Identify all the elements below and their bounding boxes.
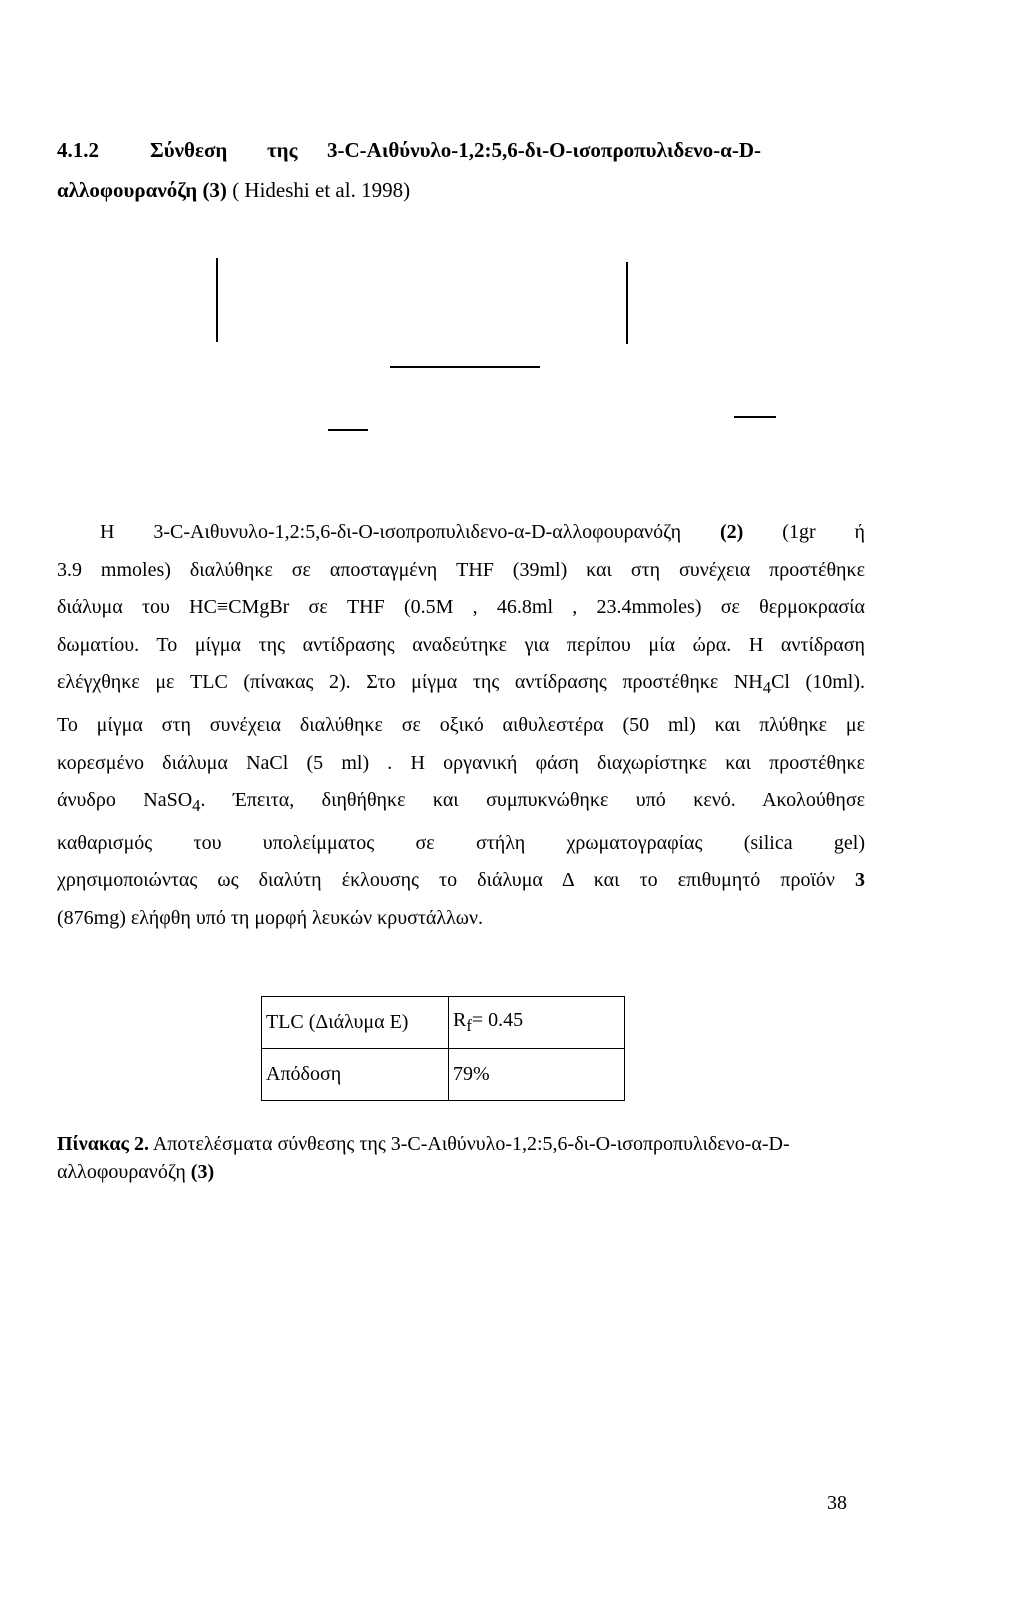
heading-citation: ( Hideshi et al. 1998) <box>226 178 411 202</box>
scheme-line-arrow <box>390 366 540 368</box>
procedure-paragraph <box>57 514 865 938</box>
paragraph-line: (876mg) ελήφθη υπό τη μορφή λευκών κρυστάλλων. <box>57 906 484 929</box>
paragraph-line: καθαρισμός του υπολείμματος σε στήλη χρωματογραφίας (silica gel) <box>57 831 865 854</box>
paragraph-line: διάλυμα του HC≡CMgBr σε THF (0.5M , 46.8ml , 23.4mmoles) σε θερμοκρασία <box>57 596 865 619</box>
table-cell-label: TLC (Διάλυμα Ε) <box>262 997 449 1049</box>
section-heading <box>57 130 857 210</box>
paragraph-line: δωματίου. Το μίγμα της αντίδρασης αναδεύτηκε για περίπου μία ώρα. Η αντίδραση <box>57 633 865 656</box>
caption-text-cont: αλλοφουρανόζη <box>57 1161 191 1183</box>
paragraph-line: κορεσμένο διάλυμα NaCl (5 ml) . Η οργανική φάση διαχωρίστηκε και προστέθηκε <box>57 751 865 774</box>
paragraph-line: 3.9 mmoles) διαλύθηκε σε αποσταγμένη THF (39ml) και στη συνέχεια προστέθηκε <box>57 558 865 581</box>
scheme-line-left-bond <box>328 429 368 431</box>
caption-label: Πίνακας 2. <box>57 1133 149 1155</box>
table-caption <box>57 1130 865 1186</box>
section-number: 4.1.2 <box>57 138 99 162</box>
table-cell-value: 79% <box>449 1049 625 1101</box>
caption-ref: (3) <box>190 1161 215 1183</box>
paragraph-line: χρησιμοποιώντας ως διαλύτη έκλουσης το διάλυμα Δ και το επιθυμητό προϊόν 3 <box>57 869 865 892</box>
paragraph-line: Η 3-C-Αιθυνυλο-1,2:5,6-δι-Ο-ισοπροπυλιδενο-α-D-αλλοφουρανόζη (2) (1gr ή <box>100 521 866 543</box>
table-row <box>262 1049 625 1101</box>
heading-compound-cont: αλλοφουρανόζη (3) <box>57 178 227 202</box>
results-table <box>261 996 625 1101</box>
page-number: 38 <box>827 1492 847 1514</box>
heading-word-synthesis: Σύνθεση <box>150 138 228 162</box>
table-row <box>262 997 625 1049</box>
table-cell-label: Απόδοση <box>262 1049 449 1101</box>
scheme-line-right-bond <box>734 416 776 418</box>
paragraph-line: Το μίγμα στη συνέχεια διαλύθηκε σε οξικό αιθυλεστέρα (50 ml) και πλύθηκε με <box>57 713 865 736</box>
paragraph-line: άνυδρο NaSO$_4$. Έπειτα, διηθήθηκε και συμπυκνώθηκε υπό κενό. Ακολούθησε <box>57 789 866 816</box>
caption-text: Αποτελέσματα σύνθεσης της 3-C-Αιθύνυλο-1,2:5,6-δι-Ο-ισοπροπυλιδενο-α-D- <box>148 1133 790 1155</box>
paragraph-line: ελέγχθηκε με TLC (πίνακας 2). Στο μίγμα της αντίδρασης προστέθηκε $NH_4Cl$ (10ml). <box>57 671 865 698</box>
scheme-line-left-vertical <box>216 258 218 342</box>
table-cell-value: $R_f= 0.45$ <box>449 997 625 1049</box>
heading-compound: 3-C-Αιθύνυλο-1,2:5,6-δι-Ο-ισοπροπυλιδενο-α-D- <box>327 138 762 162</box>
heading-word-of: της <box>267 138 298 162</box>
scheme-line-right-vertical <box>626 262 628 344</box>
